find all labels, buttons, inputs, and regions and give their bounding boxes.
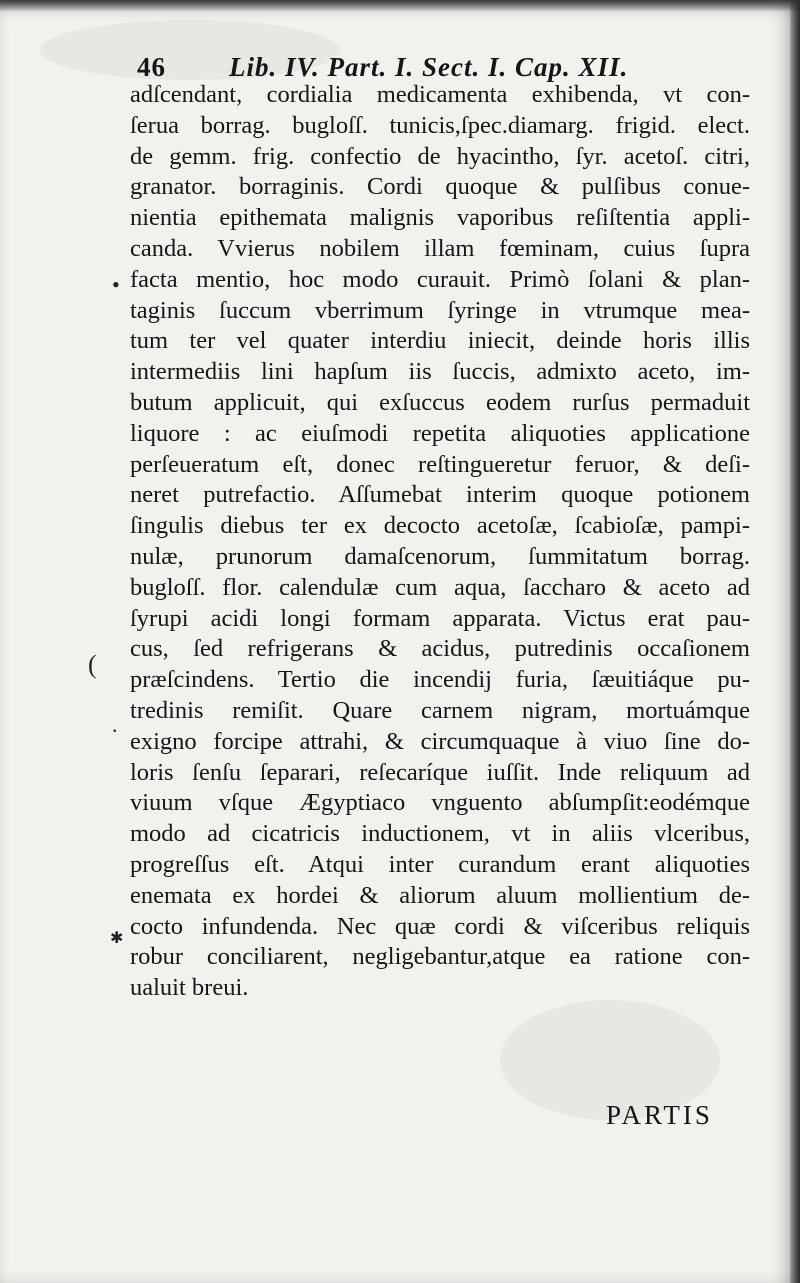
text-line: ſingulis diebus ter ex decocto acetoſæ, ſcabioſæ, pampi- bbox=[130, 512, 750, 540]
page-number: 46 bbox=[137, 52, 166, 82]
text-line: loris ſenſu ſeparari, reſecaríque iuſſit. Inde reliquum ad bbox=[130, 758, 750, 786]
text-line: præſcindens. Tertio die incendij furia, ſæuitiáque pu- bbox=[130, 666, 750, 694]
margin-mark: . bbox=[112, 712, 118, 737]
text-line: viuum vſque Ægyptiaco vnguento abſumpſit:eodémque bbox=[130, 789, 750, 817]
text-line: canda. Vvierus nobilem illam fœminam, cuius ſupra bbox=[130, 234, 750, 262]
text-line: perſeueratum eſt, donec reſtingueretur feruor, & deſi- bbox=[130, 450, 750, 478]
text-line: robur conciliarent, negligebantur,atque ea ratione con- bbox=[130, 943, 750, 971]
text-line: nientia epithemata malignis vaporibus reſiſtentia appli- bbox=[130, 204, 750, 232]
body-text bbox=[130, 80, 750, 1004]
text-line: neret putrefactio. Aſſumebat interim quoque potionem bbox=[130, 481, 750, 509]
text-line: cocto infundenda. Nec quæ cordi & viſceribus reliquis bbox=[130, 912, 750, 940]
text-line: bugloſſ. flor. calendulæ cum aqua, ſaccharo & aceto ad bbox=[130, 573, 750, 601]
chapter-heading: Lib. IV. Part. I. Sect. I. Cap. XII. bbox=[229, 52, 629, 82]
text-line: ſerua borrag. bugloſſ. tunicis,ſpec.diamarg. frigid. elect. bbox=[130, 111, 750, 139]
text-line: intermediis lini hapſum iis ſuccis, admixto aceto, im- bbox=[130, 358, 750, 386]
text-line: liquore : ac eiuſmodi repetita aliquoties applicatione bbox=[130, 419, 750, 447]
text-line: adſcendant, cordialia medicamenta exhibenda, vt con- bbox=[130, 81, 750, 108]
top-edge-shadow bbox=[0, 0, 800, 12]
text-line: enemata ex hordei & aliorum aluum mollientium de- bbox=[130, 881, 750, 909]
text-line: cus, ſed refrigerans & acidus, putredinis occaſionem bbox=[130, 635, 750, 663]
margin-mark: ✱ bbox=[110, 930, 124, 947]
gutter-shadow bbox=[790, 0, 800, 1283]
text-line: progreſſus eſt. Atqui inter curandum erant aliquoties bbox=[130, 850, 750, 878]
text-line: tum ter vel quater interdiu iniecit, deinde horis illis bbox=[130, 327, 750, 355]
margin-mark: ( bbox=[88, 650, 97, 679]
text-line: butum applicuit, qui exſuccus eodem rurſus permaduit bbox=[130, 388, 750, 416]
text-line: nulæ, prunorum damaſcenorum, ſummitatum borrag. bbox=[130, 542, 750, 570]
text-line: facta mentio, hoc modo curauit. Primò ſolani & plan- bbox=[130, 265, 750, 293]
text-line: tredinis remiſit. Quare carnem nigram, mortuámque bbox=[130, 696, 750, 724]
text-line: de gemm. frig. confectio de hyacintho, ſyr. acetoſ. citri, bbox=[130, 142, 750, 170]
text-line: granator. borraginis. Cordi quoque & pulſibus conue- bbox=[130, 173, 750, 201]
margin-mark: • bbox=[112, 272, 120, 297]
text-line: modo ad cicatricis inductionem, vt in aliis vlceribus, bbox=[130, 820, 750, 848]
text-line: taginis ſuccum vberrimum ſyringe in vtrumque mea- bbox=[130, 296, 750, 324]
text-line: ſyrupi acidi longi formam apparata. Victus erat pau- bbox=[130, 604, 750, 632]
text-line: exigno forcipe attrahi, & circumquaque à viuo ſine do- bbox=[130, 727, 750, 755]
catchword: PARTIS bbox=[606, 1100, 713, 1130]
text-line: ualuit breui. bbox=[130, 974, 249, 1002]
